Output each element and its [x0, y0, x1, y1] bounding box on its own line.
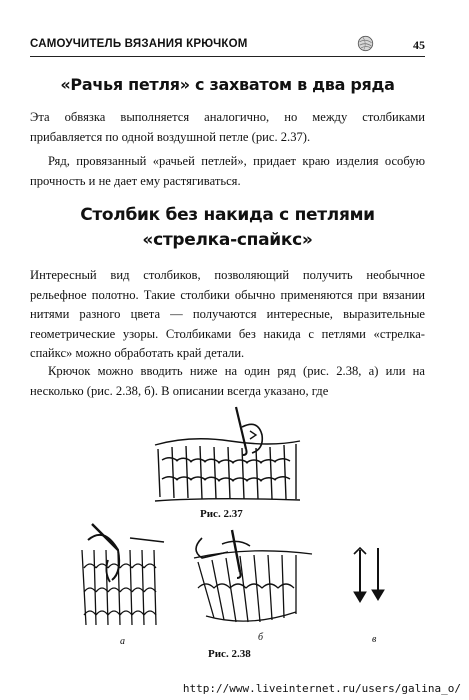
figure-2-38b-illustration	[188, 528, 318, 628]
paragraph: Крючок можно вводить ниже на один ряд (рис. 2.38, а) или на несколько (рис. 2.38, б). В описании всегда указано, где	[30, 364, 425, 398]
paragraph: Интересный вид столбиков, позволяющий получить необычное рельефное полотно. Такие столбики обычно применяются при вязании нитями разного цвета — получаются интересные, выразительные геометрические узоры. Столбиками без накида с петлями «стрелка-спайкс» можно обработать край детали.	[30, 268, 425, 360]
figure-2-37-illustration	[150, 405, 310, 505]
figure-caption: Рис. 2.37	[200, 508, 243, 520]
paragraph: Ряд, провязанный «рачьей петлей», придает краю изделия особую прочность и не дает ему растягиваться.	[30, 154, 425, 188]
yarn-ball-icon	[357, 35, 374, 52]
figure-2-38a-illustration	[78, 520, 168, 630]
figure-caption: Рис. 2.38	[208, 648, 251, 660]
footer-url: http://www.liveinternet.ru/users/galina_o/	[182, 682, 461, 695]
figure-subcaption: в	[372, 634, 377, 645]
book-title: САМОУЧИТЕЛЬ ВЯЗАНИЯ КРЮЧКОМ	[30, 38, 248, 50]
figure-subcaption: б	[258, 632, 264, 643]
figure-subcaption: а	[120, 636, 125, 647]
section-heading-spike-stitch-subtitle: «стрелка-спайкс»	[142, 230, 313, 250]
header-divider	[30, 56, 425, 57]
running-header	[30, 38, 425, 58]
figure-2-38v-arrows-icon	[350, 546, 390, 606]
page-number: 45	[413, 38, 425, 52]
paragraph: Эта обвязка выполняется аналогично, но между столбиками прибавляется по одной воздушной петле (рис. 2.37).	[30, 110, 425, 144]
section-heading-spike-stitch: Столбик без накида с петлями	[80, 205, 375, 225]
section-heading-crab-stitch: «Рачья петля» с захватом в два ряда	[60, 75, 395, 94]
